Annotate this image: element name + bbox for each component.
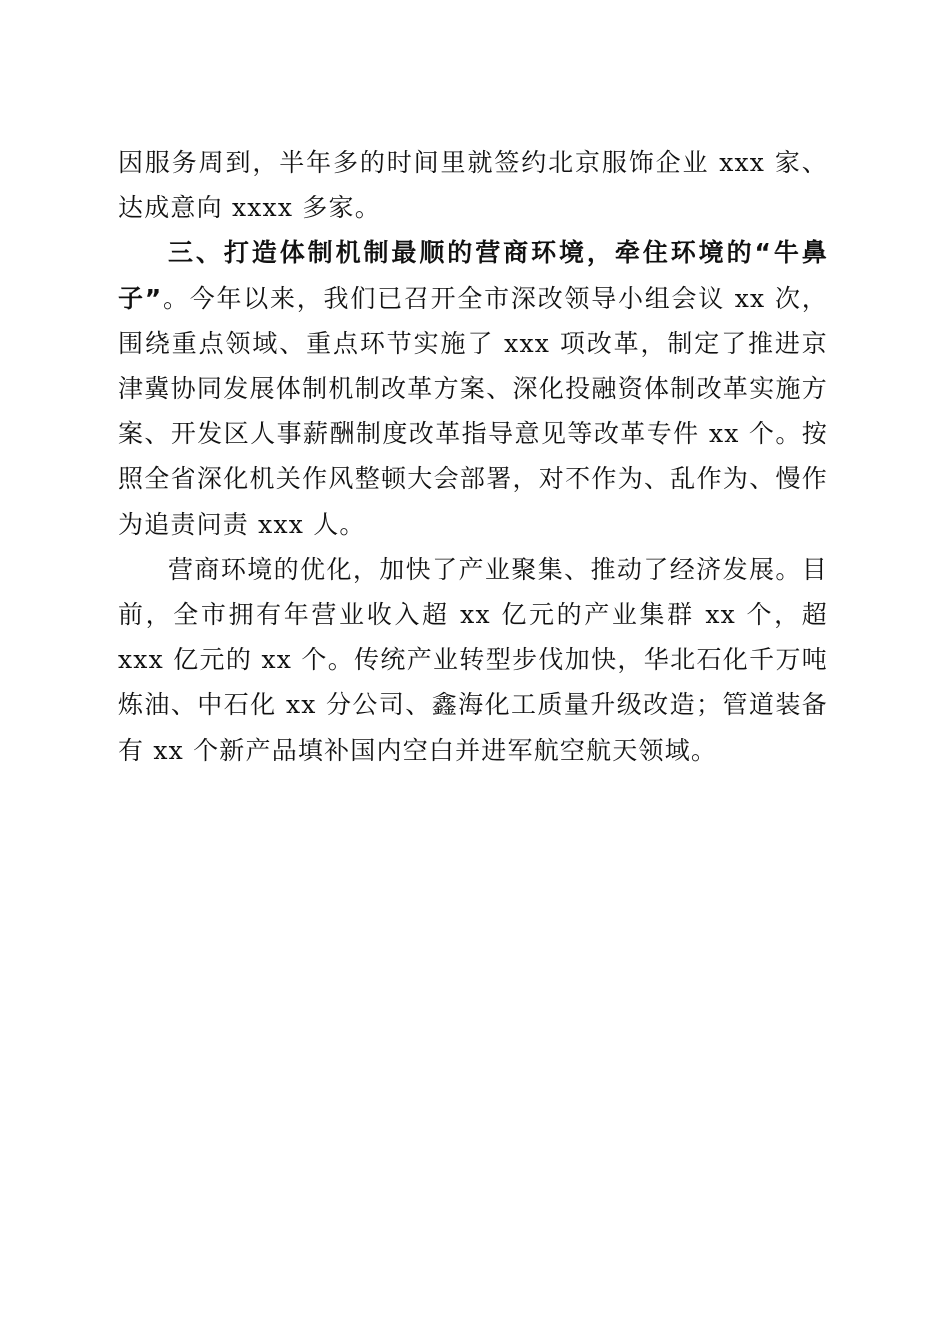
paragraph-business-environment [118,547,828,773]
paragraph-text: 营商环境的优化，加快了产业聚集、推动了经济发展。目前，全市拥有年营业收入超 xx 亿元的产业集群 xx 个，超 xxx 亿元的 xx 个。传统产业转型步伐加快，华北石化千万吨炼油、中石化 xx 分公司、鑫海化工质量升级改造；管道装备有 xx 个新产品填补国内空白并进军航空航天领域。 [118,554,828,765]
paragraph-continuation [118,140,828,230]
section-heading: 三、打造体制机制最顺的营商环境，牵住环境的“牛鼻子” [118,238,828,313]
paragraph-section-three [118,230,828,546]
paragraph-text: 因服务周到，半年多的时间里就签约北京服饰企业 xxx 家、达成意向 xxxx 多家。 [118,148,828,223]
paragraph-text: 。今年以来，我们已召开全市深改领导小组会议 xx 次，围绕重点领域、重点环节实施了 xxx 项改革，制定了推进京津冀协同发展体制机制改革方案、深化投融资体制改革实施方案、开发区人事薪酬制度改革指导意见等改革专件 xx 个。按照全省深化机关作风整顿大会部署，对不作为、乱作为、慢作为追责问责 xxx 人。 [118,283,828,539]
document-body [118,140,828,773]
